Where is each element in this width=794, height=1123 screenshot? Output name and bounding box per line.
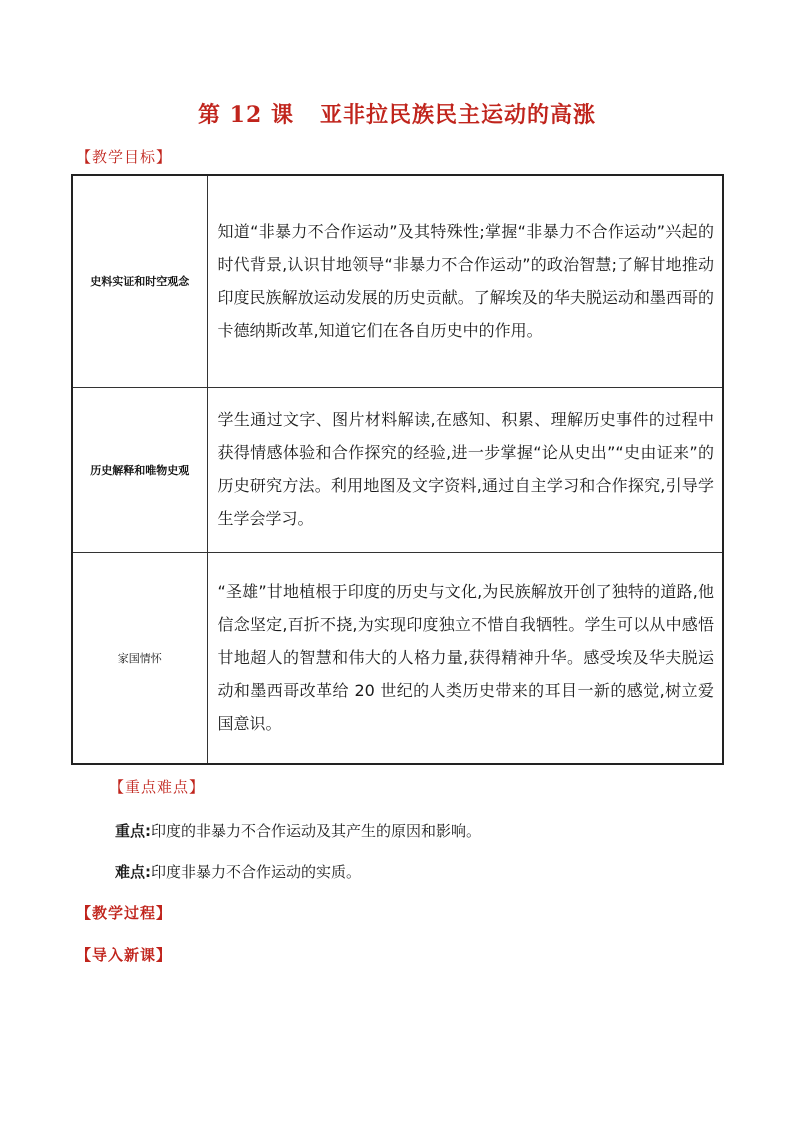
goal-category-label: 历史解释和唯物史观 <box>72 387 207 552</box>
goal-category-label: 家国情怀 <box>72 552 207 764</box>
goal-description: 知道“非暴力不合作运动”及其特殊性;掌握“非暴力不合作运动”兴起的时代背景,认识甘地领导“非暴力不合作运动”的政治智慧;了解甘地推动印度民族解放运动发展的历史贡献。了解埃及的华夫脱运动和墨西哥的卡德纳斯改革,知道它们在各自历史中的作用。 <box>207 175 723 387</box>
table-row <box>72 175 723 387</box>
teaching-goals-table <box>71 174 724 765</box>
section-heading-intro: 【导入新课】 <box>76 946 173 964</box>
focus-text: 印度的非暴力不合作运动及其产生的原因和影响。 <box>151 822 482 840</box>
focus-point <box>115 820 481 841</box>
lesson-name: 亚非拉民族民主运动的高涨 <box>319 102 596 128</box>
difficulty-key-label: 难点: <box>115 863 151 881</box>
table-row <box>72 552 723 764</box>
section-heading-process: 【教学过程】 <box>76 904 173 922</box>
goal-category-label: 史料实证和时空观念 <box>72 175 207 387</box>
goal-description: “圣雄”甘地植根于印度的历史与文化,为民族解放开创了独特的道路,他信念坚定,百折不挠,为实现印度独立不惜自我牺牲。学生可以从中感悟甘地超人的智慧和伟大的人格力量,获得精神升华。感受埃及华夫脱运动和墨西哥改革给 20 世纪的人类历史带来的耳目一新的感觉,树立爱国意识。 <box>207 552 723 764</box>
table-row <box>72 387 723 552</box>
goal-description: 学生通过文字、图片材料解读,在感知、积累、理解历史事件的过程中获得情感体验和合作探究的经验,进一步掌握“论从史出”“史由证来”的历史研究方法。利用地图及文字资料,通过自主学习和合作探究,引导学生学会学习。 <box>207 387 723 552</box>
section-heading-key-points: 【重点难点】 <box>109 778 206 796</box>
difficulty-text: 印度非暴力不合作运动的实质。 <box>151 863 362 881</box>
section-heading-goals: 【教学目标】 <box>76 148 173 166</box>
focus-key-label: 重点: <box>115 822 151 840</box>
difficulty-point <box>115 861 361 882</box>
lesson-title <box>0 98 794 129</box>
lesson-number: 第 12 课 <box>198 102 294 128</box>
